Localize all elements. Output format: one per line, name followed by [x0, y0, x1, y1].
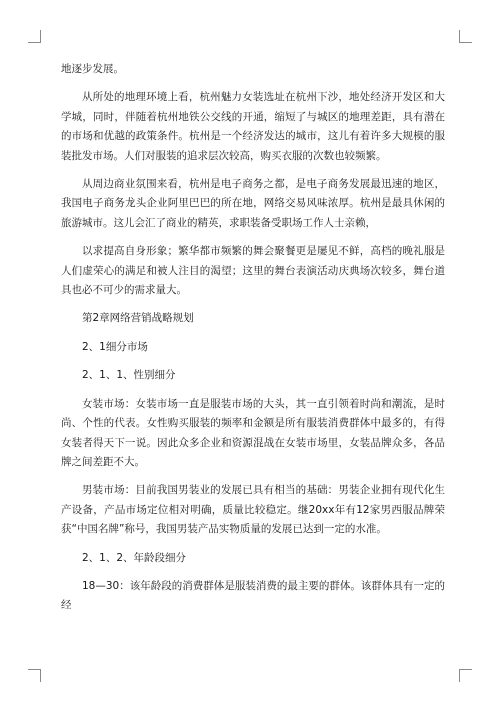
crop-mark-bottom-right: [459, 669, 472, 682]
subsection-heading-age: 2、1、2、年龄段细分: [82, 551, 187, 564]
paragraph-continuation: 地逐步发展。: [61, 63, 124, 75]
paragraph-business-atmosphere: 从周边商业氛围来看，杭州是电子商务之都，是电子商务发展最迅速的地区，我国电子商务龙头企业阿里巴巴的所在地，网络交易风味浓厚。杭州是最具休闲的旅游城市。这儿会汇了商业的精英，求职装备受职场工作人士亲赖，: [61, 178, 445, 229]
paragraph-womens-market: 女装市场：女装市场一直是服装市场的大头，其一直引领着时尚和潮流，是时尚、个性的代表。女性购买服装的频率和金额是所有服装消费群体中最多的，有得女装者得天下一说。因此众多企业和资源混战在女装市场里，女装品牌众多，各品牌之间差距不大。: [61, 397, 445, 468]
crop-mark-top-right: [459, 30, 472, 43]
chapter-heading: 第2章网络营销战略规划: [82, 312, 194, 325]
crop-mark-bottom-left: [28, 669, 41, 682]
paragraph-geography: 从所处的地理环境上看，杭州魅力女装选址在杭州下沙，地处经济开发区和大学城，同时，伴随着杭州地铁公交线的开通，缩短了与城区的地理差距，具有潜在的市场和优越的政策条件。杭州是一个经济发达的城市，这儿有着许多大规模的服装批发市场。人们对服装的追求层次较高，购买衣服的次数也较频繁。: [61, 91, 445, 162]
section-heading-market-segmentation: 2、1细分市场: [82, 340, 148, 353]
document-body: [61, 60, 445, 616]
paragraph-image: 以求提高自身形象；繁华都市频繁的舞会聚餐更是屡见不鲜，高档的晚礼服是人们虚荣心的满足和被人注目的渴望；这里的舞台表演活动庆典场次较多，舞台道具也必不可少的需求量大。: [61, 245, 445, 297]
paragraph-age-18-30: 18—30：该年龄段的消费群体是服装消费的最主要的群体。该群体具有一定的经: [61, 579, 445, 612]
subsection-heading-gender: 2、1、1、性别细分: [82, 369, 176, 382]
paragraph-mens-market: 男装市场：目前我国男装业的发展已具有相当的基础：男装企业拥有现代化生产设备，产品市场定位相对明确，质量比较稳定。继20xx年有12家男西服品牌荣获“中国名牌”称号，我国男装产品实物质量的发展已达到一定的水准。: [61, 484, 445, 536]
crop-mark-top-left: [28, 30, 41, 43]
